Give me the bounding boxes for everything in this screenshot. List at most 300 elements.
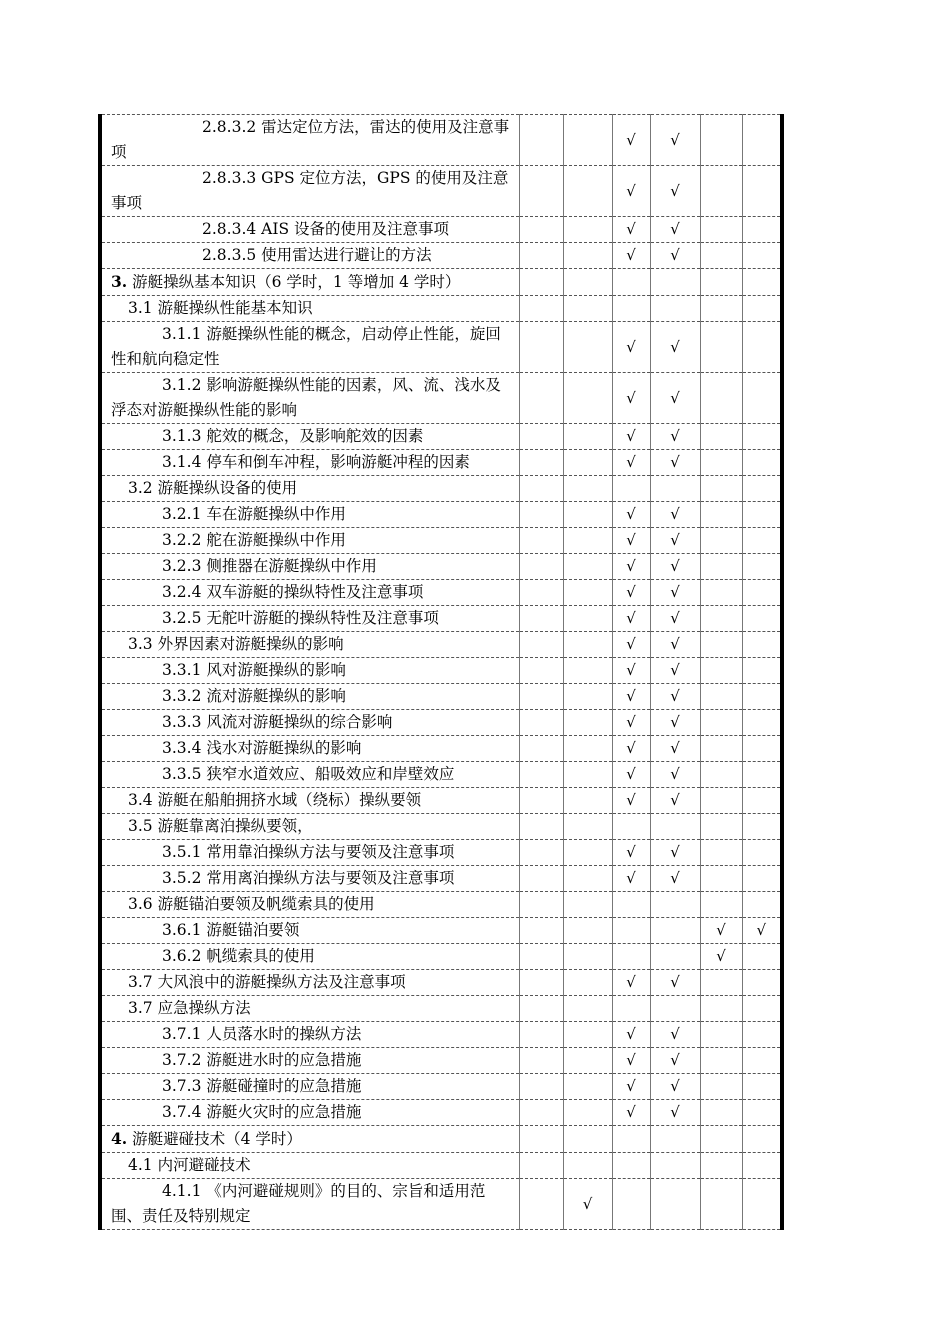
checkmark: √ xyxy=(670,583,680,601)
check-cell-col-3 xyxy=(612,892,650,918)
check-cell-col-5 xyxy=(700,1153,742,1179)
check-cell-col-3 xyxy=(612,996,650,1022)
checkmark: √ xyxy=(670,388,680,407)
check-cell-col-2 xyxy=(563,424,612,450)
check-cell-col-6 xyxy=(742,1179,782,1230)
topic-cell: 3.1.3 舵效的概念，及影响舵效的因素 xyxy=(100,424,519,450)
check-cell-col-2 xyxy=(563,1179,612,1230)
checkmark: √ xyxy=(626,453,636,471)
check-cell-col-3 xyxy=(612,1153,650,1179)
check-cell-col-2 xyxy=(563,762,612,788)
check-cell-col-5 xyxy=(700,373,742,424)
check-cell-col-2 xyxy=(563,736,612,762)
check-cell-col-4 xyxy=(650,296,700,322)
check-cell-col-3 xyxy=(612,918,650,944)
check-cell-col-3 xyxy=(612,632,650,658)
syllabus-table xyxy=(98,114,784,1230)
check-cell-col-5 xyxy=(700,1048,742,1074)
checkmark: √ xyxy=(670,246,680,264)
check-cell-col-6 xyxy=(742,814,782,840)
checkmark: √ xyxy=(626,181,636,200)
check-cell-col-4 xyxy=(650,918,700,944)
check-cell-col-4 xyxy=(650,1100,700,1126)
check-cell-col-1 xyxy=(519,1022,563,1048)
check-cell-col-6 xyxy=(742,115,782,166)
check-cell-col-5 xyxy=(700,502,742,528)
check-cell-col-2 xyxy=(563,502,612,528)
table-row xyxy=(100,166,782,217)
topic-cell: 3.7.4 游艇火灾时的应急措施 xyxy=(100,1100,519,1126)
table-row xyxy=(100,243,782,269)
check-cell-col-5 xyxy=(700,970,742,996)
topic-cell: 3.1.1 游艇操纵性能的概念，启动停止性能，旋回性和航向稳定性 xyxy=(100,322,519,373)
checkmark: √ xyxy=(670,337,680,356)
table-row xyxy=(100,1179,782,1230)
check-cell-col-5 xyxy=(700,166,742,217)
checkmark: √ xyxy=(626,609,636,627)
check-cell-col-6 xyxy=(742,736,782,762)
topic-cell: 2.8.3.5 使用雷达进行避让的方法 xyxy=(100,243,519,269)
check-cell-col-6 xyxy=(742,450,782,476)
checkmark: √ xyxy=(626,337,636,356)
check-cell-col-6 xyxy=(742,1074,782,1100)
check-cell-col-1 xyxy=(519,115,563,166)
check-cell-col-5 xyxy=(700,736,742,762)
check-cell-col-6 xyxy=(742,606,782,632)
check-cell-col-4 xyxy=(650,632,700,658)
check-cell-col-5 xyxy=(700,1126,742,1153)
check-cell-col-1 xyxy=(519,892,563,918)
checkmark: √ xyxy=(626,635,636,653)
checkmark: √ xyxy=(670,661,680,679)
table-row xyxy=(100,788,782,814)
checkmark: √ xyxy=(626,739,636,757)
check-cell-col-4 xyxy=(650,450,700,476)
check-cell-col-2 xyxy=(563,710,612,736)
check-cell-col-1 xyxy=(519,1074,563,1100)
checkmark: √ xyxy=(670,843,680,861)
check-cell-col-2 xyxy=(563,892,612,918)
check-cell-col-1 xyxy=(519,373,563,424)
check-cell-col-2 xyxy=(563,269,612,296)
table-row xyxy=(100,322,782,373)
check-cell-col-1 xyxy=(519,322,563,373)
table-row xyxy=(100,944,782,970)
check-cell-col-1 xyxy=(519,632,563,658)
table-row xyxy=(100,502,782,528)
checkmark: √ xyxy=(670,635,680,653)
check-cell-col-4 xyxy=(650,322,700,373)
topic-cell: 3.5 游艇靠离泊操纵要领， xyxy=(100,814,519,840)
check-cell-col-4 xyxy=(650,762,700,788)
check-cell-col-2 xyxy=(563,606,612,632)
topic-cell: 3.1.2 影响游艇操纵性能的因素，风、流、浅水及浮态对游艇操纵性能的影响 xyxy=(100,373,519,424)
topic-cell: 3.3.2 流对游艇操纵的影响 xyxy=(100,684,519,710)
check-cell-col-3 xyxy=(612,450,650,476)
checkmark: √ xyxy=(716,947,726,965)
check-cell-col-6 xyxy=(742,424,782,450)
table-row xyxy=(100,528,782,554)
check-cell-col-6 xyxy=(742,684,782,710)
checkmark: √ xyxy=(670,973,680,991)
check-cell-col-5 xyxy=(700,554,742,580)
check-cell-col-6 xyxy=(742,243,782,269)
check-cell-col-2 xyxy=(563,632,612,658)
check-cell-col-6 xyxy=(742,217,782,243)
check-cell-col-5 xyxy=(700,424,742,450)
table-row xyxy=(100,970,782,996)
check-cell-col-3 xyxy=(612,269,650,296)
check-cell-col-2 xyxy=(563,1022,612,1048)
checkmark: √ xyxy=(626,220,636,238)
check-cell-col-6 xyxy=(742,918,782,944)
check-cell-col-3 xyxy=(612,166,650,217)
topic-cell: 2.8.3.3 GPS 定位方法，GPS 的使用及注意事项 xyxy=(100,166,519,217)
check-cell-col-2 xyxy=(563,476,612,502)
checkmark: √ xyxy=(626,583,636,601)
check-cell-col-1 xyxy=(519,1153,563,1179)
checkmark: √ xyxy=(626,791,636,809)
topic-cell: 3.6 游艇锚泊要领及帆缆索具的使用 xyxy=(100,892,519,918)
table-row xyxy=(100,296,782,322)
check-cell-col-6 xyxy=(742,970,782,996)
checkmark: √ xyxy=(670,713,680,731)
check-cell-col-5 xyxy=(700,450,742,476)
check-cell-col-3 xyxy=(612,736,650,762)
checkmark: √ xyxy=(670,687,680,705)
check-cell-col-4 xyxy=(650,1153,700,1179)
topic-cell: 4.1 内河避碰技术 xyxy=(100,1153,519,1179)
checkmark: √ xyxy=(626,388,636,407)
checkmark: √ xyxy=(670,505,680,523)
check-cell-col-4 xyxy=(650,710,700,736)
check-cell-col-3 xyxy=(612,970,650,996)
topic-cell: 3.3.1 风对游艇操纵的影响 xyxy=(100,658,519,684)
check-cell-col-4 xyxy=(650,115,700,166)
check-cell-col-2 xyxy=(563,373,612,424)
check-cell-col-4 xyxy=(650,840,700,866)
check-cell-col-1 xyxy=(519,606,563,632)
table-row xyxy=(100,1048,782,1074)
section-heading-cell: 3. 游艇操纵基本知识（6 学时，1 等增加 4 学时） xyxy=(100,269,519,296)
checkmark: √ xyxy=(626,246,636,264)
check-cell-col-5 xyxy=(700,217,742,243)
section-heading-cell: 4. 游艇避碰技术（4 学时） xyxy=(100,1126,519,1153)
check-cell-col-3 xyxy=(612,944,650,970)
check-cell-col-1 xyxy=(519,166,563,217)
checkmark: √ xyxy=(626,687,636,705)
check-cell-col-6 xyxy=(742,1153,782,1179)
table-row xyxy=(100,996,782,1022)
check-cell-col-4 xyxy=(650,554,700,580)
check-cell-col-1 xyxy=(519,476,563,502)
check-cell-col-2 xyxy=(563,554,612,580)
check-cell-col-1 xyxy=(519,762,563,788)
check-cell-col-5 xyxy=(700,632,742,658)
checkmark: √ xyxy=(670,1025,680,1043)
check-cell-col-3 xyxy=(612,476,650,502)
check-cell-col-1 xyxy=(519,217,563,243)
check-cell-col-6 xyxy=(742,1126,782,1153)
check-cell-col-1 xyxy=(519,1100,563,1126)
checkmark: √ xyxy=(670,220,680,238)
check-cell-col-6 xyxy=(742,892,782,918)
topic-cell: 3.7.1 人员落水时的操纵方法 xyxy=(100,1022,519,1048)
checkmark: √ xyxy=(756,921,767,939)
checkmark: √ xyxy=(626,843,636,861)
check-cell-col-4 xyxy=(650,814,700,840)
check-cell-col-3 xyxy=(612,1022,650,1048)
check-cell-col-2 xyxy=(563,996,612,1022)
checkmark: √ xyxy=(670,130,680,149)
check-cell-col-2 xyxy=(563,918,612,944)
checkmark: √ xyxy=(670,531,680,549)
check-cell-col-6 xyxy=(742,580,782,606)
topic-cell: 3.2.5 无舵叶游艇的操纵特性及注意事项 xyxy=(100,606,519,632)
table-row xyxy=(100,115,782,166)
check-cell-col-5 xyxy=(700,892,742,918)
check-cell-col-3 xyxy=(612,1074,650,1100)
check-cell-col-6 xyxy=(742,996,782,1022)
check-cell-col-3 xyxy=(612,115,650,166)
check-cell-col-1 xyxy=(519,736,563,762)
check-cell-col-3 xyxy=(612,788,650,814)
check-cell-col-1 xyxy=(519,1179,563,1230)
checkmark: √ xyxy=(626,1103,636,1121)
check-cell-col-1 xyxy=(519,866,563,892)
check-cell-col-1 xyxy=(519,269,563,296)
check-cell-col-5 xyxy=(700,476,742,502)
topic-cell: 2.8.3.4 AIS 设备的使用及注意事项 xyxy=(100,217,519,243)
check-cell-col-4 xyxy=(650,944,700,970)
check-cell-col-5 xyxy=(700,580,742,606)
check-cell-col-4 xyxy=(650,166,700,217)
table-row xyxy=(100,373,782,424)
checkmark: √ xyxy=(670,609,680,627)
topic-cell: 3.1.4 停车和倒车冲程，影响游艇冲程的因素 xyxy=(100,450,519,476)
checkmark: √ xyxy=(670,1103,680,1121)
check-cell-col-6 xyxy=(742,296,782,322)
check-cell-col-4 xyxy=(650,373,700,424)
table-row xyxy=(100,1100,782,1126)
check-cell-col-1 xyxy=(519,996,563,1022)
topic-cell: 3.7.2 游艇进水时的应急措施 xyxy=(100,1048,519,1074)
check-cell-col-6 xyxy=(742,373,782,424)
checkmark: √ xyxy=(670,1077,680,1095)
table-row xyxy=(100,217,782,243)
check-cell-col-5 xyxy=(700,606,742,632)
check-cell-col-1 xyxy=(519,918,563,944)
checkmark: √ xyxy=(670,453,680,471)
check-cell-col-5 xyxy=(700,996,742,1022)
checkmark: √ xyxy=(670,427,680,445)
table-row xyxy=(100,1153,782,1179)
section-number: 3. xyxy=(111,272,128,291)
checkmark: √ xyxy=(626,427,636,445)
check-cell-col-2 xyxy=(563,166,612,217)
checkmark: √ xyxy=(626,973,636,991)
check-cell-col-4 xyxy=(650,866,700,892)
checkmark: √ xyxy=(626,713,636,731)
check-cell-col-2 xyxy=(563,658,612,684)
check-cell-col-4 xyxy=(650,788,700,814)
check-cell-col-1 xyxy=(519,788,563,814)
check-cell-col-4 xyxy=(650,970,700,996)
check-cell-col-3 xyxy=(612,1126,650,1153)
check-cell-col-2 xyxy=(563,450,612,476)
check-cell-col-5 xyxy=(700,269,742,296)
check-cell-col-5 xyxy=(700,840,742,866)
checkmark: √ xyxy=(626,505,636,523)
check-cell-col-4 xyxy=(650,1074,700,1100)
table-row xyxy=(100,918,782,944)
section-number: 4. xyxy=(111,1129,128,1148)
table-row xyxy=(100,1074,782,1100)
table-row xyxy=(100,762,782,788)
check-cell-col-5 xyxy=(700,814,742,840)
check-cell-col-2 xyxy=(563,528,612,554)
check-cell-col-6 xyxy=(742,166,782,217)
check-cell-col-2 xyxy=(563,684,612,710)
check-cell-col-4 xyxy=(650,580,700,606)
check-cell-col-6 xyxy=(742,528,782,554)
check-cell-col-1 xyxy=(519,944,563,970)
check-cell-col-5 xyxy=(700,788,742,814)
check-cell-col-4 xyxy=(650,606,700,632)
checkmark: √ xyxy=(626,1051,636,1069)
topic-cell: 3.3 外界因素对游艇操纵的影响 xyxy=(100,632,519,658)
check-cell-col-5 xyxy=(700,684,742,710)
check-cell-col-3 xyxy=(612,424,650,450)
check-cell-col-6 xyxy=(742,762,782,788)
check-cell-col-3 xyxy=(612,580,650,606)
check-cell-col-5 xyxy=(700,658,742,684)
check-cell-col-2 xyxy=(563,217,612,243)
checkmark: √ xyxy=(670,765,680,783)
table-row xyxy=(100,814,782,840)
table-row xyxy=(100,866,782,892)
check-cell-col-5 xyxy=(700,243,742,269)
topic-cell: 3.1 游艇操纵性能基本知识 xyxy=(100,296,519,322)
check-cell-col-2 xyxy=(563,866,612,892)
check-cell-col-1 xyxy=(519,1048,563,1074)
table-row xyxy=(100,554,782,580)
topic-cell: 3.5.1 常用靠泊操纵方法与要领及注意事项 xyxy=(100,840,519,866)
check-cell-col-6 xyxy=(742,632,782,658)
check-cell-col-5 xyxy=(700,1100,742,1126)
check-cell-col-5 xyxy=(700,1022,742,1048)
check-cell-col-4 xyxy=(650,684,700,710)
checkmark: √ xyxy=(626,130,636,149)
check-cell-col-2 xyxy=(563,1074,612,1100)
topic-cell: 3.2 游艇操纵设备的使用 xyxy=(100,476,519,502)
check-cell-col-6 xyxy=(742,658,782,684)
check-cell-col-6 xyxy=(742,1048,782,1074)
check-cell-col-4 xyxy=(650,1179,700,1230)
check-cell-col-5 xyxy=(700,866,742,892)
check-cell-col-4 xyxy=(650,1126,700,1153)
topic-cell: 3.6.1 游艇锚泊要领 xyxy=(100,918,519,944)
check-cell-col-2 xyxy=(563,944,612,970)
check-cell-col-1 xyxy=(519,243,563,269)
check-cell-col-3 xyxy=(612,528,650,554)
check-cell-col-4 xyxy=(650,528,700,554)
check-cell-col-2 xyxy=(563,970,612,996)
table-row xyxy=(100,450,782,476)
topic-cell: 3.4 游艇在船舶拥挤水域（绕标）操纵要领 xyxy=(100,788,519,814)
check-cell-col-3 xyxy=(612,684,650,710)
checkmark: √ xyxy=(626,557,636,575)
check-cell-col-4 xyxy=(650,243,700,269)
check-cell-col-3 xyxy=(612,243,650,269)
topic-cell: 3.3.3 风流对游艇操纵的综合影响 xyxy=(100,710,519,736)
check-cell-col-3 xyxy=(612,840,650,866)
checkmark: √ xyxy=(670,869,680,887)
check-cell-col-3 xyxy=(612,554,650,580)
check-cell-col-1 xyxy=(519,424,563,450)
check-cell-col-6 xyxy=(742,322,782,373)
checkmark: √ xyxy=(716,921,726,939)
check-cell-col-1 xyxy=(519,658,563,684)
check-cell-col-4 xyxy=(650,996,700,1022)
table-row xyxy=(100,840,782,866)
topic-cell: 3.7.3 游艇碰撞时的应急措施 xyxy=(100,1074,519,1100)
check-cell-col-2 xyxy=(563,1126,612,1153)
syllabus-table-container xyxy=(98,114,784,1230)
check-cell-col-3 xyxy=(612,1179,650,1230)
check-cell-col-6 xyxy=(742,476,782,502)
check-cell-col-1 xyxy=(519,970,563,996)
table-row xyxy=(100,892,782,918)
check-cell-col-1 xyxy=(519,710,563,736)
check-cell-col-2 xyxy=(563,788,612,814)
check-cell-col-5 xyxy=(700,710,742,736)
check-cell-col-2 xyxy=(563,1048,612,1074)
check-cell-col-2 xyxy=(563,296,612,322)
check-cell-col-4 xyxy=(650,1022,700,1048)
check-cell-col-1 xyxy=(519,296,563,322)
check-cell-col-5 xyxy=(700,528,742,554)
check-cell-col-6 xyxy=(742,710,782,736)
check-cell-col-3 xyxy=(612,710,650,736)
check-cell-col-2 xyxy=(563,580,612,606)
table-row xyxy=(100,632,782,658)
check-cell-col-5 xyxy=(700,1179,742,1230)
check-cell-col-6 xyxy=(742,840,782,866)
check-cell-col-4 xyxy=(650,269,700,296)
check-cell-col-1 xyxy=(519,840,563,866)
check-cell-col-4 xyxy=(650,658,700,684)
check-cell-col-4 xyxy=(650,217,700,243)
checkmark: √ xyxy=(670,557,680,575)
check-cell-col-5 xyxy=(700,944,742,970)
check-cell-col-3 xyxy=(612,373,650,424)
checkmark: √ xyxy=(626,531,636,549)
check-cell-col-6 xyxy=(742,944,782,970)
check-cell-col-6 xyxy=(742,866,782,892)
topic-cell: 3.2.1 车在游艇操纵中作用 xyxy=(100,502,519,528)
check-cell-col-3 xyxy=(612,762,650,788)
check-cell-col-4 xyxy=(650,476,700,502)
table-row xyxy=(100,1022,782,1048)
check-cell-col-4 xyxy=(650,892,700,918)
checkmark: √ xyxy=(626,661,636,679)
checkmark: √ xyxy=(670,739,680,757)
table-row xyxy=(100,606,782,632)
check-cell-col-3 xyxy=(612,658,650,684)
check-cell-col-2 xyxy=(563,1153,612,1179)
check-cell-col-1 xyxy=(519,554,563,580)
